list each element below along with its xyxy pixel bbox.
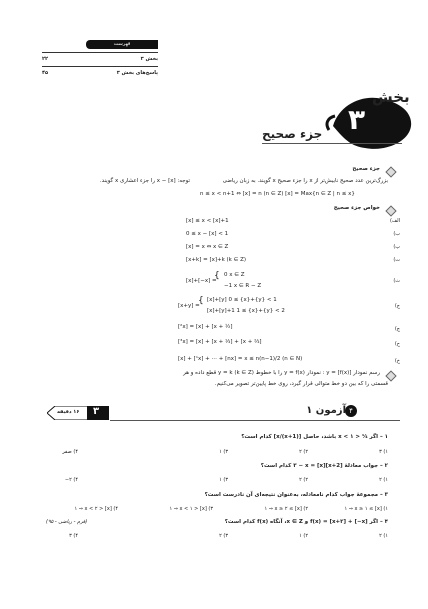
timer-label: ۱۶ دقیقه	[57, 409, 80, 415]
answer-option[interactable]: ۲) ۲	[299, 449, 308, 455]
property-formula: [x] = x ⇔ x ∈ Z	[186, 244, 229, 250]
properties-heading: خواص جزء صحیح	[333, 205, 380, 211]
question-text: ۳ – مجموعهٔ جواب کدام نامعادله، به‌عنوان نتیجه‌ای آن نادرست است؟	[204, 492, 388, 498]
property-formula: [x] ≤ x < [x]+1	[186, 218, 229, 224]
toc-row-page: ۴۵	[42, 70, 49, 76]
property-formula: [³x] = [x] + [x + ⅓] + [x + ⅔]	[178, 339, 262, 345]
brace: {	[214, 271, 220, 281]
side-note: توجه: x − [x] را جزء اعشاری x گویند.	[99, 178, 190, 184]
title-underline	[262, 143, 402, 144]
intro-formula: n ≤ x < n+1 ⇔ [x] = n (n ∈ Z) [x] = Max{n ∈ Z | n ≤ x}	[200, 191, 355, 197]
question-text: ۴ – اگر f(x) = [x+۲] + [−x] و x ∈ Z، آنگاه f(x) کدام است؟	[224, 519, 388, 525]
property-formula: [²x] = [x] + [x + ½]	[178, 324, 233, 330]
answer-option[interactable]: ۴) ۲−	[64, 477, 78, 483]
question-text: ۱ – اگر ¹⁄₄ < x < ۱ باشد، حاصل [(x+1)/x] کدام است؟	[241, 434, 388, 440]
property-formula: [x]+[−x] =	[186, 278, 217, 284]
property-formula: [x+k] = [x]+k (k ∈ Z)	[186, 257, 247, 263]
property-label: خ)	[394, 358, 400, 364]
answer-option[interactable]: ۲) [x] ≥ ۱ ⇒ x ≥ ۲	[264, 506, 308, 512]
property-formula: [x] + [ⁿx] + ⋯ + [nx] = x ≤ n(n−1)/2 (n ∈ N)	[178, 356, 303, 362]
property-label: ث)	[393, 278, 400, 284]
toc-row[interactable]	[42, 70, 158, 76]
property-label: ج)	[394, 303, 400, 309]
toc-divider	[42, 52, 158, 53]
property-label: ت)	[393, 257, 400, 263]
property-label: پ)	[393, 244, 400, 250]
answer-option[interactable]: ۱) ۳	[379, 449, 388, 455]
intro-line: بزرگ‌ترین عدد صحیح نابیش‌تر از x را جزء صحیح x گویند. به زبان ریاضی	[222, 178, 388, 184]
property-label: چ)	[394, 326, 400, 332]
brace: {	[198, 296, 204, 306]
answer-option[interactable]: ۱) [x] ≥ ۱ ⇒ x ≥ ۱	[344, 506, 388, 512]
section-number: ۳	[348, 103, 366, 136]
answer-option[interactable]: ۳) ۱	[219, 477, 228, 483]
timer-badge-number: ۳	[93, 406, 100, 417]
section-word: بخش	[372, 88, 410, 106]
test-divider	[110, 420, 400, 421]
diamond-bullet-icon	[385, 166, 396, 177]
answer-option[interactable]: ۲) ۱	[299, 533, 308, 539]
answer-option[interactable]: ۴) [x] < ۱ ⇒ x < ۲	[74, 506, 118, 512]
intro-heading: جزء صحیح	[352, 166, 380, 172]
property-formula: 0 ≤ x − [x] < 1	[186, 231, 229, 237]
property-formula: [x+y] =	[178, 303, 200, 309]
graph-note: قسمتی را که بین دو خط متوالی قرار گیرد، روی خط پایین‌تر تصویر می‌کنیم.	[214, 381, 388, 387]
toc-header: فهرست	[86, 40, 158, 49]
answer-option[interactable]: ۳) [x] < ۱ ⇒ x < ۱	[169, 506, 213, 512]
answer-option[interactable]: ۴) صفر	[62, 449, 78, 455]
answer-option[interactable]: ۱) ۲	[379, 477, 388, 483]
section-title: جزء صحیح	[262, 127, 323, 141]
property-case: [x]+[y] 0 ≤ {x}+{y} < 1	[207, 297, 277, 303]
property-case: −1 x ∈ R − Z	[224, 283, 262, 289]
answer-option[interactable]: ۳) ۲	[219, 533, 228, 539]
diamond-bullet-icon	[385, 205, 396, 216]
graph-note: رسم نمودار y = [f(x)] : نمودار y = f(x) را با خطوط y = k (k ∈ Z) قطع داده و هر	[183, 370, 380, 376]
answer-option[interactable]: ۳) ۱	[219, 449, 228, 455]
test-icon-glyph: ۴	[349, 407, 353, 415]
question-source: (فرم - ریاضی - ۹۵)	[46, 519, 88, 525]
answer-option[interactable]: ۴) ۳	[69, 533, 78, 539]
toc-row-label: پاسخ‌های بخش ۳	[116, 70, 158, 76]
toc-row[interactable]	[42, 56, 158, 62]
toc-row-page: ۲۲	[42, 56, 49, 62]
property-label: ح)	[394, 341, 400, 347]
property-label: الف)	[389, 218, 400, 224]
toc-row-label: بخش ۳	[140, 56, 158, 62]
property-case: [x]+[y]+1 1 ≤ {x}+{y} < 2	[207, 308, 285, 314]
answer-option[interactable]: ۲) ۲	[299, 477, 308, 483]
property-case: 0 x ∈ Z	[224, 272, 245, 278]
answer-option[interactable]: ۱) ۲	[379, 533, 388, 539]
property-label: ب)	[393, 231, 400, 237]
test-title: آزمون ۱	[306, 405, 346, 416]
toc-divider	[42, 66, 158, 67]
question-text: ۲ – جواب معادلهٔ [x+2][x] = ۳ − x کدام است؟	[260, 463, 388, 469]
